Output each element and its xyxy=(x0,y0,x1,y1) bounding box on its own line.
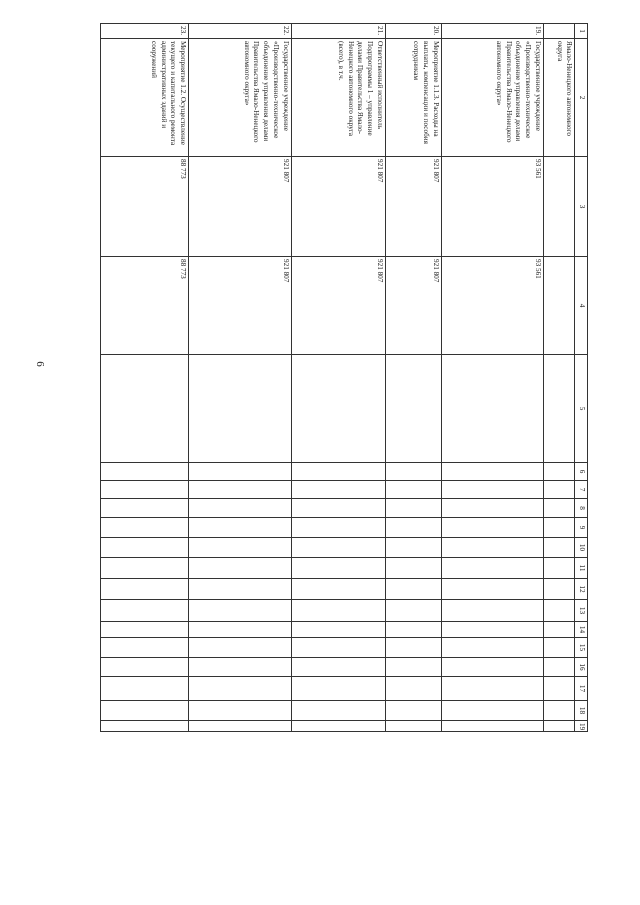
empty-cell xyxy=(189,622,291,638)
empty-cell xyxy=(385,721,441,732)
empty-cell xyxy=(101,638,189,658)
empty-cell xyxy=(101,658,189,677)
col-header: 5 xyxy=(575,355,588,463)
empty-cell xyxy=(101,721,189,732)
empty-cell xyxy=(543,579,574,600)
empty-cell xyxy=(385,579,441,600)
empty-cell xyxy=(441,701,543,721)
empty-cell xyxy=(385,463,441,481)
row-number xyxy=(543,24,574,39)
empty-cell xyxy=(543,355,574,463)
table-row xyxy=(543,24,574,732)
empty-cell xyxy=(441,579,543,600)
budget-table xyxy=(100,23,588,732)
empty-cell xyxy=(543,538,574,558)
empty-cell xyxy=(291,658,385,677)
empty-cell xyxy=(291,355,385,463)
empty-cell xyxy=(291,499,385,518)
row-name: Государственное учреждение «Производственно-техническое объединение управления делами Правительства Ямало-Ненецкого автономного округа» xyxy=(189,39,291,157)
table-row xyxy=(441,24,543,732)
empty-cell xyxy=(441,721,543,732)
empty-cell xyxy=(441,658,543,677)
table-row xyxy=(385,24,441,732)
cell-value: 88 773 xyxy=(101,157,189,257)
empty-cell xyxy=(543,701,574,721)
empty-cell xyxy=(101,481,189,499)
empty-cell xyxy=(543,638,574,658)
empty-cell xyxy=(291,518,385,538)
row-number: 22. xyxy=(189,24,291,39)
empty-cell xyxy=(543,622,574,638)
empty-cell xyxy=(101,518,189,538)
cell-value xyxy=(543,257,574,355)
empty-cell xyxy=(385,355,441,463)
empty-cell xyxy=(189,579,291,600)
col-header: 13 xyxy=(575,600,588,622)
col-header: 18 xyxy=(575,701,588,721)
col-header: 17 xyxy=(575,677,588,701)
row-name: Государственное учреждение «Производственно-техническое объединение управления делами Правительства Ямало-Ненецкого автономного округа» xyxy=(441,39,543,157)
empty-cell xyxy=(101,600,189,622)
empty-cell xyxy=(543,463,574,481)
empty-cell xyxy=(291,538,385,558)
empty-cell xyxy=(441,558,543,579)
empty-cell xyxy=(101,558,189,579)
empty-cell xyxy=(189,538,291,558)
empty-cell xyxy=(441,355,543,463)
cell-value: 921 807 xyxy=(385,157,441,257)
cell-value: 93 561 xyxy=(441,257,543,355)
table-container xyxy=(100,23,588,731)
empty-cell xyxy=(441,538,543,558)
empty-cell xyxy=(543,518,574,538)
empty-cell xyxy=(441,622,543,638)
cell-value: 921 807 xyxy=(291,257,385,355)
empty-cell xyxy=(291,579,385,600)
empty-cell xyxy=(543,721,574,732)
empty-cell xyxy=(291,721,385,732)
empty-cell xyxy=(441,499,543,518)
col-header: 6 xyxy=(575,463,588,481)
empty-cell xyxy=(385,658,441,677)
cell-value: 921 807 xyxy=(385,257,441,355)
col-header: 3 xyxy=(575,157,588,257)
table-row xyxy=(101,24,189,732)
empty-cell xyxy=(291,677,385,701)
cell-value: 93 561 xyxy=(441,157,543,257)
col-header: 1 xyxy=(575,24,588,39)
cell-value: 921 807 xyxy=(189,157,291,257)
empty-cell xyxy=(189,701,291,721)
empty-cell xyxy=(101,701,189,721)
table-row xyxy=(291,24,385,732)
col-header: 8 xyxy=(575,499,588,518)
empty-cell xyxy=(441,518,543,538)
empty-cell xyxy=(385,677,441,701)
empty-cell xyxy=(101,355,189,463)
empty-cell xyxy=(441,463,543,481)
col-header: 19 xyxy=(575,721,588,732)
col-header: 16 xyxy=(575,658,588,677)
row-name: Ямало-Ненецкого автономного округа xyxy=(543,39,574,157)
cell-value: 88 773 xyxy=(101,257,189,355)
col-header: 14 xyxy=(575,622,588,638)
empty-cell xyxy=(385,538,441,558)
header-row xyxy=(575,24,588,732)
col-header: 11 xyxy=(575,558,588,579)
empty-cell xyxy=(101,499,189,518)
table-row xyxy=(189,24,291,732)
empty-cell xyxy=(189,658,291,677)
empty-cell xyxy=(291,622,385,638)
col-header: 9 xyxy=(575,518,588,538)
empty-cell xyxy=(189,721,291,732)
col-header: 12 xyxy=(575,579,588,600)
col-header: 2 xyxy=(575,39,588,157)
col-header: 10 xyxy=(575,538,588,558)
empty-cell xyxy=(189,518,291,538)
empty-cell xyxy=(101,677,189,701)
row-number: 21. xyxy=(291,24,385,39)
empty-cell xyxy=(385,622,441,638)
cell-value: 921 807 xyxy=(291,157,385,257)
col-header: 7 xyxy=(575,481,588,499)
empty-cell xyxy=(101,463,189,481)
empty-cell xyxy=(385,558,441,579)
empty-cell xyxy=(385,499,441,518)
empty-cell xyxy=(189,638,291,658)
empty-cell xyxy=(189,677,291,701)
empty-cell xyxy=(189,499,291,518)
empty-cell xyxy=(101,622,189,638)
empty-cell xyxy=(441,677,543,701)
empty-cell xyxy=(385,518,441,538)
empty-cell xyxy=(291,638,385,658)
empty-cell xyxy=(189,463,291,481)
empty-cell xyxy=(441,600,543,622)
empty-cell xyxy=(441,638,543,658)
row-name: Мероприятие 1.2. Осуществление текущего и капитального ремонта административных зданий и сооружений xyxy=(101,39,189,157)
col-header: 15 xyxy=(575,638,588,658)
empty-cell xyxy=(291,463,385,481)
empty-cell xyxy=(189,600,291,622)
cell-value: 921 807 xyxy=(189,257,291,355)
empty-cell xyxy=(189,355,291,463)
empty-cell xyxy=(101,538,189,558)
row-name: Ответственный исполнитель Подпрограммы 1 – управление делами Правительства Ямало-Ненецкого автономного округа (всего), в т.ч. xyxy=(291,39,385,157)
empty-cell xyxy=(189,481,291,499)
empty-cell xyxy=(385,638,441,658)
row-name: Мероприятие 1.1.3. Расходы на выплаты, компенсации и пособия сотрудникам xyxy=(385,39,441,157)
empty-cell xyxy=(385,481,441,499)
row-number: 23. xyxy=(101,24,189,39)
empty-cell xyxy=(189,558,291,579)
empty-cell xyxy=(543,499,574,518)
row-number: 19. xyxy=(441,24,543,39)
empty-cell xyxy=(543,658,574,677)
empty-cell xyxy=(543,677,574,701)
empty-cell xyxy=(291,701,385,721)
empty-cell xyxy=(543,481,574,499)
empty-cell xyxy=(291,481,385,499)
cell-value xyxy=(543,157,574,257)
col-header: 4 xyxy=(575,257,588,355)
empty-cell xyxy=(101,579,189,600)
empty-cell xyxy=(291,600,385,622)
empty-cell xyxy=(385,701,441,721)
empty-cell xyxy=(441,481,543,499)
empty-cell xyxy=(543,558,574,579)
empty-cell xyxy=(291,558,385,579)
row-number: 20. xyxy=(385,24,441,39)
page-number: 6 xyxy=(33,361,46,367)
empty-cell xyxy=(543,600,574,622)
empty-cell xyxy=(385,600,441,622)
